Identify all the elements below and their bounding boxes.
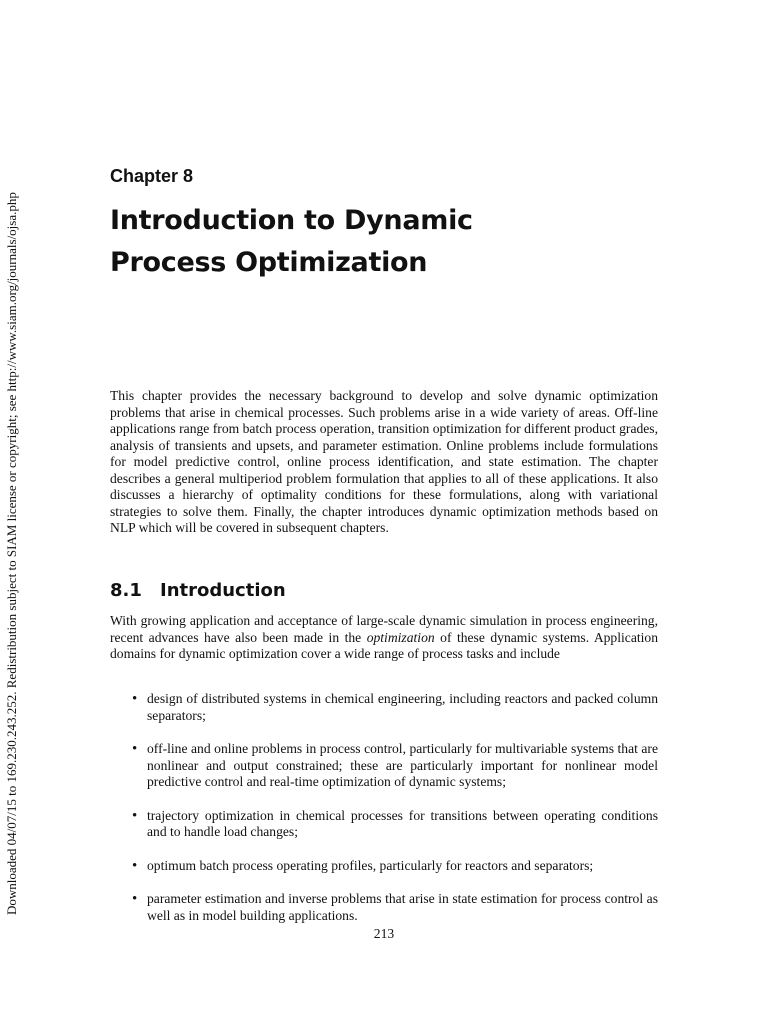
section-number: 8.1 — [110, 580, 142, 601]
application-list — [110, 691, 658, 924]
list-item: • off-line and online problems in process control, particularly for multivariable systems that are nonlinear and output constrained; these are particularly important for nonlinear model predictive control and real-time optimization of dynamic systems; — [110, 741, 658, 791]
chapter-title-line-1: Introduction to Dynamic — [110, 205, 473, 236]
section-heading — [110, 580, 286, 601]
intro-text-after: of these dynamic systems. Application domains for dynamic optimization cover a wide range of process tasks and include — [110, 629, 659, 661]
list-item: • optimum batch process operating profiles, particularly for reactors and separators; — [110, 858, 658, 875]
page-number: 213 — [373, 926, 395, 941]
section-title: Introduction — [160, 580, 286, 601]
chapter-title-line-2: Process Optimization — [110, 247, 428, 278]
chapter-abstract: This chapter provides the necessary background to develop and solve dynamic optimization problems that arise in chemical processes. Such problems arise in a wide variety of areas. Off-line applications range from batch process operation, transition optimization for different product grades, analysis of transients and upsets, and parameter estimation. Online problems include formulations for model predictive control, online process identification, and state estimation. The chapter describes a general multiperiod problem formulation that applies to all of these applications. It also discusses a hierarchy of optimality conditions for these formulations, along with variational strategies to solve them. Finally, the chapter introduces dynamic optimization methods based on NLP which will be covered in subsequent chapters. — [110, 388, 658, 535]
list-item: • trajectory optimization in chemical processes for transitions between operating conditions and to handle load changes; — [110, 808, 658, 841]
chapter-label: Chapter 8 — [110, 166, 194, 186]
intro-paragraph — [110, 613, 658, 663]
chapter-title — [110, 200, 473, 284]
intro-emphasis: optimization — [366, 629, 435, 645]
download-notice: Downloaded 04/07/15 to 169.230.243.252. Redistribution subject to SIAM license or copyright; see http://www.siam.org/journals/ojsa.php — [4, 192, 19, 915]
list-item: • design of distributed systems in chemical engineering, including reactors and packed column separators; — [110, 691, 658, 724]
intro-text-before: With growing application and acceptance of large-scale dynamic simulation in process engineering, recent advances have also been made in the — [110, 613, 658, 645]
list-item: • parameter estimation and inverse problems that arise in state estimation for process control as well as in model building applications. — [110, 891, 658, 924]
